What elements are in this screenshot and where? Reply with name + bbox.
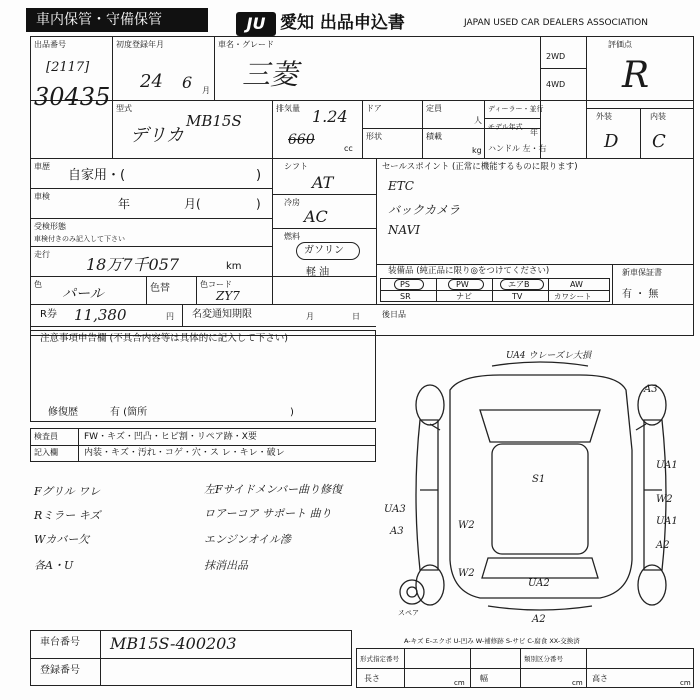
finding-left-2: Rミラー キズ bbox=[34, 509, 101, 522]
interior-label: 内装 bbox=[650, 112, 666, 121]
equip-sr: SR bbox=[400, 292, 411, 301]
entry-label: 記入欄 bbox=[34, 448, 58, 457]
color-code-value: ZY7 bbox=[216, 289, 240, 303]
history-value: 自家用・( bbox=[68, 168, 126, 183]
mark-ua1-lower: UA1 bbox=[656, 516, 678, 527]
mark-a2-lower-right: A2 bbox=[656, 540, 670, 551]
association-name: JAPAN USED CAR DEALERS ASSOCIATION bbox=[464, 18, 648, 28]
spare-label: スペア bbox=[398, 609, 419, 617]
equip-aw: AW bbox=[570, 280, 583, 289]
exterior-grade: D bbox=[604, 131, 619, 152]
width-label: 幅 bbox=[480, 674, 488, 683]
inspection-label: 車検 bbox=[34, 192, 50, 201]
form-designation-label: 形式指定番号 bbox=[360, 655, 399, 663]
door-label: ドア bbox=[366, 104, 382, 113]
chassis-label: 車台番号 bbox=[40, 637, 80, 648]
color-code-label: 色コード bbox=[200, 280, 232, 289]
r-ticket-value: 11,380 bbox=[74, 306, 127, 324]
mark-w2-right: W2 bbox=[656, 494, 673, 505]
later-items-label: 後日品 bbox=[382, 310, 406, 319]
notes-label: 注意事項申告欄 (不具合内容等は具体的に記入して下さい) bbox=[40, 333, 288, 344]
first-reg-year: 24 bbox=[140, 71, 163, 92]
sales-points-label: セールスポイント (正常に機能するものに限ります) bbox=[382, 162, 578, 172]
load-label: 積載 bbox=[426, 132, 442, 141]
shape-label: 形状 bbox=[366, 132, 382, 141]
sales-point-1: ETC bbox=[388, 179, 414, 193]
mark-ua1-right: UA1 bbox=[656, 460, 678, 471]
storage-badge bbox=[26, 8, 208, 32]
repair-history-label: 修復歴 bbox=[48, 407, 78, 418]
mark-w2-left-upper: W2 bbox=[458, 520, 475, 531]
displacement-value: 1.24 bbox=[312, 107, 348, 126]
model-code: MB15S bbox=[186, 112, 242, 130]
capacity-label: 定員 bbox=[426, 104, 442, 113]
mark-a2-bottom: A2 bbox=[532, 614, 546, 625]
score-value: R bbox=[622, 55, 650, 96]
receipt-label: 受検形態 bbox=[34, 222, 66, 231]
mark-s1: S1 bbox=[532, 474, 546, 485]
inspection-month: 月( bbox=[184, 197, 201, 211]
sales-point-3: NAVI bbox=[388, 223, 420, 237]
inspector-items: FW・キズ・凹凸・ヒビ割・リペア跡・X要 bbox=[84, 432, 257, 442]
lot-box: [2117] bbox=[46, 60, 90, 75]
reg-number-label: 登録番号 bbox=[40, 665, 80, 676]
history-label: 車歴 bbox=[34, 162, 50, 171]
ju-logo: JU bbox=[236, 12, 276, 36]
mark-a3-top: A3 bbox=[644, 384, 658, 395]
sales-point-2: バックカメラ bbox=[388, 203, 461, 217]
load-unit: kg bbox=[472, 146, 482, 155]
inspection-year: 年 bbox=[118, 197, 131, 211]
repair-history-value: 有 (箇所 bbox=[110, 407, 148, 418]
name-change-day: 日 bbox=[352, 312, 360, 321]
dealer-label: ディーラー・並行 bbox=[488, 105, 544, 113]
finding-left-4: 各A・U bbox=[34, 559, 74, 572]
drive-4wd: 4WD bbox=[546, 80, 566, 89]
color-swap-label: 色替 bbox=[150, 283, 170, 294]
mark-a3-left: A3 bbox=[390, 526, 404, 537]
exterior-label: 外装 bbox=[596, 112, 612, 121]
finding-right-1: 左Fサイドメンバー曲り修復 bbox=[204, 483, 342, 496]
length-unit: cm bbox=[454, 679, 465, 687]
shift-value: AT bbox=[312, 173, 334, 192]
displacement-struck: 660 bbox=[288, 132, 315, 148]
shift-label: シフト bbox=[284, 162, 308, 171]
equip-airbag: エアB bbox=[508, 280, 530, 289]
model-year-label: モデル年式 bbox=[488, 123, 523, 131]
drive-2wd: 2WD bbox=[546, 52, 566, 61]
history-close: ) bbox=[256, 168, 262, 183]
lot-label: 出品番号 bbox=[34, 40, 66, 49]
mark-ua2: UA2 bbox=[528, 578, 550, 589]
model-year-unit: 年 bbox=[530, 128, 538, 137]
capacity-unit: 人 bbox=[474, 116, 482, 125]
equip-ps: PS bbox=[400, 280, 410, 289]
damage-legend: A-キズ E-エクボ U-凹み W-補修跡 S-サビ C-腐食 XX-交換済 bbox=[404, 637, 580, 645]
equip-leather-seat: カワシート bbox=[554, 292, 592, 301]
finding-right-2: ロアーコア サポート 曲り bbox=[204, 507, 332, 520]
mark-w2-left-lower: W2 bbox=[458, 568, 475, 579]
mileage-unit: km bbox=[226, 261, 242, 272]
height-label: 高さ bbox=[592, 674, 608, 683]
first-reg-month-unit: 月 bbox=[202, 86, 210, 95]
warranty-value: 有 ・ 無 bbox=[622, 289, 659, 300]
finding-left-3: Wカバー欠 bbox=[34, 533, 90, 546]
ac-value: AC bbox=[304, 207, 328, 226]
finding-left-1: Fグリル ワレ bbox=[34, 485, 101, 498]
car-name-value: 三菱 bbox=[242, 58, 299, 91]
equip-navi: ナビ bbox=[456, 292, 472, 301]
car-name-label: 車名・グレード bbox=[218, 40, 274, 49]
handle-label: ハンドル 左・右 bbox=[488, 144, 547, 153]
length-label: 長さ bbox=[364, 674, 380, 683]
model-type-label: 型式 bbox=[116, 104, 132, 113]
first-reg-month: 6 bbox=[182, 73, 193, 92]
mark-ua3: UA3 bbox=[384, 504, 406, 515]
equipment-label: 装備品 (純正品に限り◎をつけてください) bbox=[388, 266, 550, 276]
storage-badge-text: 車内保管・守備保管 bbox=[36, 12, 162, 28]
r-ticket-label: R券 bbox=[40, 309, 57, 320]
ac-label: 冷房 bbox=[284, 198, 300, 207]
fuel-diesel: 軽 油 bbox=[306, 267, 330, 278]
fuel-gasoline: ガソリン bbox=[304, 245, 344, 256]
sheet-title: 愛知 出品申込書 bbox=[280, 13, 405, 33]
equip-pw: PW bbox=[456, 280, 469, 289]
fuel-label: 燃料 bbox=[284, 232, 300, 241]
lot-number: 30435 bbox=[34, 83, 111, 111]
inspection-close: ) bbox=[256, 197, 261, 211]
mileage-value: 18万7千057 bbox=[86, 255, 180, 274]
name-change-month: 月 bbox=[306, 312, 314, 321]
repair-history-close: ) bbox=[290, 407, 294, 418]
receipt-note: 車検付きのみ記入して下さい bbox=[34, 235, 125, 243]
height-unit: cm bbox=[680, 679, 691, 687]
displacement-unit: cc bbox=[344, 144, 353, 153]
interior-grade: C bbox=[652, 131, 666, 152]
inspector-label: 検査員 bbox=[34, 432, 58, 441]
entry-items: 内装・キズ・汚れ・コゲ・穴・ス レ・キレ・破レ bbox=[84, 448, 285, 458]
first-reg-label: 初度登録年月 bbox=[116, 40, 164, 49]
class-number-label: 類別区分番号 bbox=[524, 655, 563, 663]
finding-right-4: 抹消出品 bbox=[204, 559, 248, 572]
finding-right-3: エンジンオイル滲 bbox=[204, 533, 291, 546]
model-type-value: デリカ bbox=[130, 125, 184, 146]
chassis-number: MB15S-400203 bbox=[110, 634, 237, 653]
width-unit: cm bbox=[572, 679, 583, 687]
name-change-label: 名変通知期限 bbox=[192, 309, 252, 320]
warranty-label: 新車保証書 bbox=[622, 268, 662, 277]
mark-ua4: UA4 ウレーズレ大損 bbox=[506, 351, 591, 361]
equip-tv: TV bbox=[512, 292, 523, 301]
mileage-label: 走行 bbox=[34, 250, 50, 259]
displacement-label: 排気量 bbox=[276, 104, 300, 113]
color-value: パール bbox=[62, 286, 104, 302]
color-label: 色 bbox=[34, 280, 42, 289]
score-label: 評価点 bbox=[608, 40, 632, 49]
r-ticket-unit: 円 bbox=[166, 312, 174, 321]
